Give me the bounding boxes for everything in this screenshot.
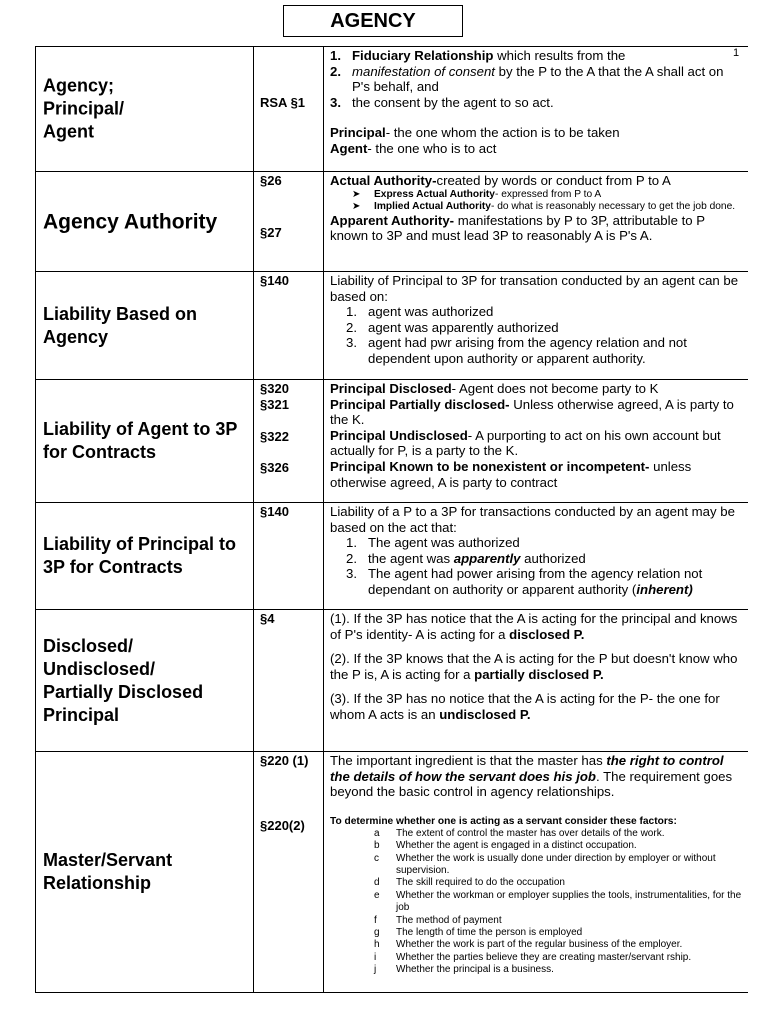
topic-heading: Agency; Principal/ Agent — [43, 75, 125, 142]
factor-item: j Whether the principal is a business. — [374, 964, 554, 976]
section-ref: §220(2) — [260, 818, 305, 833]
table-row — [35, 379, 748, 502]
section-ref: §321 — [260, 397, 289, 412]
factor-item: i Whether the parties believe they are creating master/servant rship. — [374, 951, 692, 963]
arrow-bullet-icon: ➤ — [352, 200, 361, 212]
section-ref: RSA §1 — [260, 95, 306, 110]
table-row — [35, 46, 748, 171]
factor-item: d The skill required to do the occupation — [374, 877, 565, 889]
factor-item: f The method of payment — [374, 914, 502, 926]
topic-heading: Agency Authority — [43, 210, 218, 233]
topic-heading: Master/Servant Relationship — [43, 850, 173, 893]
section-ref: §140 — [260, 273, 289, 288]
topic-heading: Liability of Principal to 3P for Contracts — [43, 534, 237, 577]
row-content: Principal Disclosed- Agent does not become party to K Principal Partially disclosed- Unless otherwise agreed, A is party to the K. Principal Undisclosed- A purporting to act on his own account but actually for P, is a party to the K. Principal Known to be nonexistent or incompetent- unless otherwise agreed, A is party to contract — [330, 381, 734, 490]
factor-item: e Whether the workman or employer supplies the tools, instrumentalities, for the job — [374, 889, 742, 914]
section-ref: §140 — [260, 504, 289, 519]
table-row — [35, 271, 748, 379]
row-content: Liability of a P to a 3P for transactions conducted by an agent may be based on the act that: 1. The agent was authorized 2. the agent was apparently authorized 3. The agent had power arising from the agency relation not dependant on authority or apparent authority (inherent) — [330, 504, 735, 597]
row-content: (1). If the 3P has notice that the A is acting for the principal and knows of P's identity- A is acting for a disclosed P. (2). If the 3P knows that the A is acting for the P but doesn't know who the P is, A is acting for a partially disclosed P. (3). If the 3P has no notice that the A is acting for the P- the one for whom A acts is an undisclosed P. — [330, 611, 738, 722]
table-row — [35, 751, 748, 993]
table-row — [35, 171, 748, 271]
factor-item: b Whether the agent is engaged in a distinct occupation. — [374, 840, 637, 852]
page-number: 1 — [733, 47, 740, 59]
section-ref: §326 — [260, 460, 289, 475]
factor-item: g The length of time the person is employed — [374, 927, 583, 939]
section-ref: §220 (1) — [260, 753, 309, 768]
row-content: The important ingredient is that the master has the right to control the details of how the servant does his job. The requirement goes beyond the basic control in agency relationships. To determine whether one is acting as a servant consider these factors: a The extent of control the master has over details of the work. b Whether the agent is engaged in a distinct occupation. c Whether the work is usually done under direction by employer or without supervision. d The skill required to do the occupation e Whether the workman or employer supplies the tools, instrumentalities, for the job f The method of payment g The length of time the person is employed h Whether the work is part of the regular business of the employer. i Whether the parties believe they are creating master/servant rship. j Whether the principal is a business. — [330, 753, 744, 977]
factor-item: c Whether the work is usually done under direction by employer or without supervision. — [374, 852, 716, 876]
page-title: AGENCY — [283, 5, 463, 37]
factor-item: h Whether the work is part of the regular business of the employer. — [374, 939, 683, 951]
topic-heading: Liability Based on Agency — [43, 303, 198, 347]
section-ref: §27 — [260, 225, 282, 240]
section-ref: §4 — [260, 611, 275, 626]
factor-item: a The extent of control the master has over details of the work. — [374, 827, 665, 839]
section-ref: §26 — [260, 173, 282, 188]
row-content: Actual Authority-created by words or conduct from P to A ➤ Express Actual Authority- expressed from P to A ➤ Implied Actual Authority- do what is reasonably necessary to get the job done. Apparent Authority- manifestations by P to 3P, attributable to P known to 3P and must lead 3P to reasonably A is P's A. — [330, 173, 736, 244]
topic-heading: Liability of Agent to 3P for Contracts — [43, 419, 238, 462]
factors-heading: To determine whether one is acting as a servant consider these factors: — [330, 815, 677, 827]
factors-list — [330, 828, 744, 977]
table-row — [35, 502, 748, 609]
section-ref: §322 — [260, 429, 289, 444]
row-content: 1. Fiduciary Relationship which results from the 2. manifestation of consent by the P to the A that the A shall act on P's behalf, and 3. the consent by the agent to so act. Principal- the one whom the action is to be taken Agent- the one who is to act — [330, 48, 724, 156]
table-row — [35, 609, 748, 751]
row-content: Liability of Principal to 3P for transation conducted by an agent can be based on: 1. agent was authorized 2. agent was apparently authorized 3. agent had pwr arising from the agency relation and not dependent upon authority or apparent authority. — [330, 273, 739, 366]
topic-heading: Disclosed/ Undisclosed/ Partially Disclosed Principal — [43, 635, 204, 725]
arrow-bullet-icon: ➤ — [352, 188, 361, 200]
section-ref: §320 — [260, 381, 289, 396]
